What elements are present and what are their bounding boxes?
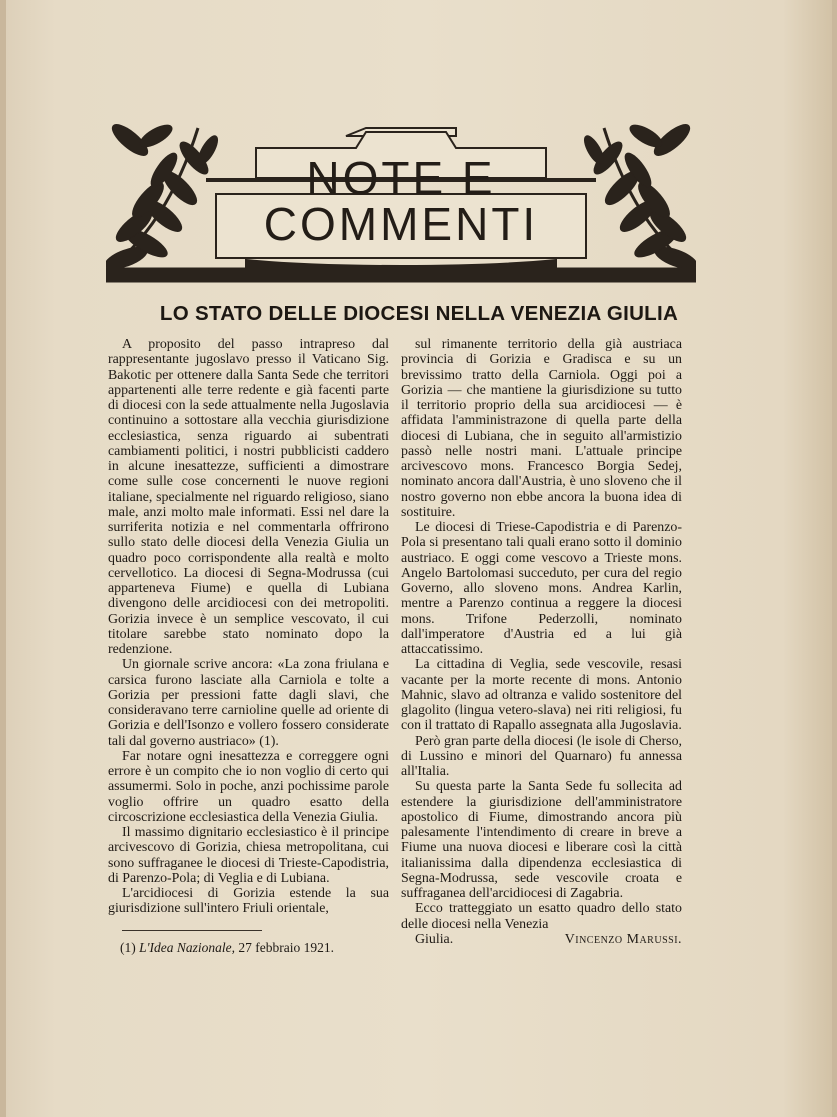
paragraph: A proposito del passo intrapreso dal rappresentante jugoslavo presso il Vaticano Sig. Bakotic per ottenere dalla Santa Sede che territori appartenenti alle terre redente e già facenti parte di diocesi con la sede attualmente nella Jugoslavia continuino a sottostare alla vecchia giurisdizione ecclesiastica, senza riguardo ai subentrati cambiamenti politici, i nostri pubblicisti caddero in alcune inesattezze, sufficienti a dimostrare come sulle cose concernenti le nuove regioni italiane, specialmente nel riguardo religioso, siano male, anzi molto male informati. Essi nel dare la surriferita notizia e nel commentarla offrirono sullo stato delle diocesi della Venezia Giulia un quadro poco corrispondente alla realtà e molto cervellotico. La diocesi di Segna-Modrussa (cui apparteneva Fiume) e quella di Lubiana divengono delle arcidiocesi con dei metropoliti. Gorizia invece è un semplice vescovato, il cui titolare sarebbe stato nominato dopo la redenzione. xyxy=(108,337,389,657)
signature-line xyxy=(401,932,682,947)
author-signature: Vincenzo Marussi. xyxy=(564,931,682,947)
paragraph: sul rimanente territorio della già austriaca provincia di Gorizia e Gradisca e su un brevissimo tratto della Carniola. Oggi poi a Gorizia — che mantiene la giurisdizione su tutto il territorio proprio della sua arcidiocesi — è affidata l'amministrazone di quella parte della diocesi di Lubiana, che in seguito all'armistizio passò nelle nostri mani. L'attuale principe arcivescovo mons. Francesco Borgia Sedej, nominato ancora dall'Austria, è uno sloveno che il nostro governo non ebbe ancora la buona idea di sostituire. xyxy=(401,337,682,520)
article-title: LO STATO DELLE DIOCESI NELLA VENEZIA GIULIA xyxy=(159,302,679,325)
section-banner xyxy=(106,118,696,286)
paragraph: Le diocesi di Triese-Capodistria e di Parenzo-Pola si presentano tali quali erano sotto il dominio austriaco. E oggi come vescovo a Trieste mons. Angelo Bartolomasi succeduto, per cura del regio Governo, allo sloveno mons. Andrea Karlin, mentre a Parenzo continua a reggere la diocesi mons. Trifone Pederzolli, nominato dall'imperatore d'Austria ed a lui già attaccatissimo. xyxy=(401,520,682,657)
footnote-date: 27 febbraio 1921. xyxy=(238,940,334,955)
right-column xyxy=(401,337,682,947)
closing-text: Giulia. xyxy=(415,931,454,947)
footnote xyxy=(120,940,334,956)
paragraph: Però gran parte della diocesi (le isole di Cherso, di Lussino e minori del Quarnaro) fu annessa all'Italia. xyxy=(401,733,682,779)
laurel-banner-icon xyxy=(106,118,696,286)
paragraph: Ecco tratteggiato un esatto quadro dello stato delle diocesi nella Venezia xyxy=(401,901,682,932)
left-column xyxy=(108,337,389,917)
paragraph: Su questa parte la Santa Sede fu sollecita ad estendere la giurisdizione dell'amministratore apostolico di Fiume, dimostrando ancora più palesamente l'intendimento di creare in breve a Fiume una nuova diocesi e liberare così la città italianissima dalla dipendenza ecclesiastica di Segna-Modrussa, sede vescovile croata e suffraganea dell'arcidiocesi di Zagabria. xyxy=(401,779,682,901)
paragraph: Il massimo dignitario ecclesiastico è il principe arcivescovo di Gorizia, chiesa metropolitana, cui sono suffraganee le diocesi di Trieste-Capodistria, di Parenzo-Pola; di Veglia e di Lubiana. xyxy=(108,825,389,886)
footnote-source: L'Idea Nazionale, xyxy=(139,940,236,955)
header-line2: COMMENTI xyxy=(263,198,539,250)
footnote-marker: (1) xyxy=(120,940,136,955)
footnote-divider xyxy=(122,930,262,931)
paragraph: Un giornale scrive ancora: «La zona friulana e carsica furono lasciate alla Carniola e tolte a Gorizia per pressioni fatte dagli slavi, che consideravano terre carnioline quelle ad oriente di Gorizia e dell'Isonzo e vollero fossero considerate tali dal governo austriaco» (1). xyxy=(108,657,389,749)
magazine-page xyxy=(6,0,832,1117)
paragraph: Far notare ogni inesattezza e correggere ogni errore è un compito che io non voglio di certo qui assumermi. Solo in poche, anzi pochissime parole voglio offrire un quadro esatto della circoscrizione ecclesiastica della Venezia Giulia. xyxy=(108,748,389,825)
paragraph: La cittadina di Veglia, sede vescovile, resasi vacante per la morte recente di mons. Antonio Mahnic, slavo ad oltranza e valido sostenitore del glagolito (lingua vetero-slava) nei riti religiosi, fu con il trattato di Rapallo assegnata alla Jugoslavia. xyxy=(401,657,682,734)
header-line1: NOTE E xyxy=(306,152,496,204)
paragraph: L'arcidiocesi di Gorizia estende la sua giurisdizione sull'intero Friuli orientale, xyxy=(108,886,389,917)
